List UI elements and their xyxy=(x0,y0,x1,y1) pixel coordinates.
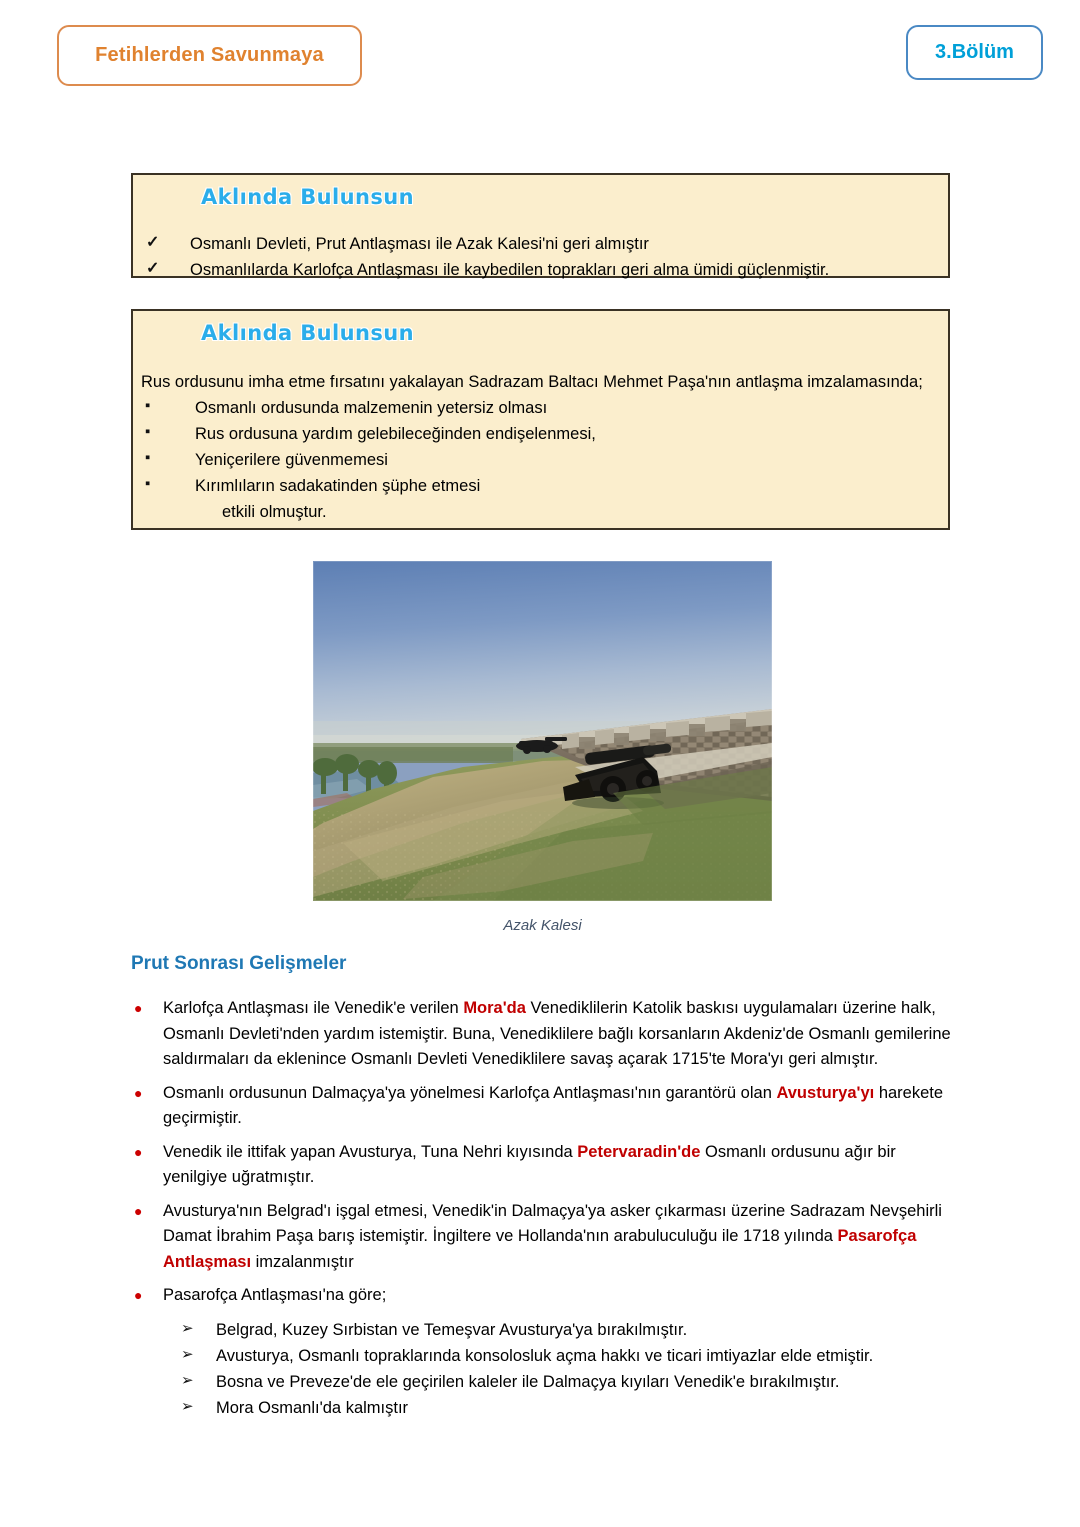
highlighted-term: Petervaradin'de xyxy=(577,1142,701,1161)
highlighted-term: Mora'da xyxy=(463,999,526,1017)
list-item: ➢ Mora Osmanlı'da kalmıştır xyxy=(163,1395,956,1421)
azak-fortress-photo xyxy=(313,561,772,901)
developments-list xyxy=(131,996,956,1429)
note-box-2-title: Aklında Bulunsun xyxy=(201,321,414,345)
list-item: ● Avusturya'nın Belgrad'ı işgal etmesi, Venedik'in Dalmaçya'ya asker çıkarması üzerine Sadrazam Nevşehirli Damat İbrahim Paşa barış istemiştir. İngiltere ve Hollanda'nın arabuluculuğu ile 1718 yılında Pasarofça Antlaşması imzalanmıştır xyxy=(131,1199,956,1276)
page-title: Prut Sonrası Gelişmeler xyxy=(131,953,347,974)
list-item: ● Karlofça Antlaşması ile Venedik'e verilen Mora'da Venediklilerin Katolik baskısı uygulamaları üzerine halk, Osmanlı Devleti'nden yardım istemiştir. Buna, Venediklilere bağlı korsanların Akdeniz'de Osmanlı gemilerine saldırmaları da eklenince Osmanlı Devleti Venediklilere savaş açarak 1715'te Mora'yı geri almıştır. xyxy=(131,996,956,1073)
list-item: ✓ Osmanlılarda Karlofça Antlaşması ile kaybedilen toprakları geri alma ümidi güçlenmiştir. xyxy=(133,257,948,283)
list-item: ▪ Osmanlı ordusunda malzemenin yetersiz olması xyxy=(133,395,948,421)
note-box-remember-1 xyxy=(131,173,950,278)
note-box-remember-2 xyxy=(131,309,950,530)
note-box-1-title: Aklında Bulunsun xyxy=(201,185,414,209)
list-item: ▪ Yeniçerilere güvenmemesi xyxy=(133,447,948,473)
note-box-2-lead: Rus ordusunu imha etme fırsatını yakalayan Sadrazam Baltacı Mehmet Paşa'nın antlaşma imzalamasında; xyxy=(141,373,923,391)
figure-caption: Azak Kalesi xyxy=(503,917,582,934)
unit-title-label: Fetihlerden Savunmaya xyxy=(95,44,324,66)
page-header xyxy=(0,0,1080,110)
list-item: ▪ Kırımlıların sadakatinden şüphe etmesi xyxy=(133,473,948,499)
list-item: ✓ Osmanlı Devleti, Prut Antlaşması ile Azak Kalesi'ni geri almıştır xyxy=(133,231,948,257)
list-item: ➢ Belgrad, Kuzey Sırbistan ve Temeşvar Avusturya'ya bırakılmıştır. xyxy=(163,1317,956,1343)
list-item: ● Venedik ile ittifak yapan Avusturya, Tuna Nehri kıyısında Petervaradin'de Osmanlı ordusunu ağır bir yenilgiye uğratmıştır. xyxy=(131,1140,956,1191)
list-item: ▪ Rus ordusuna yardım gelebileceğinden endişelenmesi, xyxy=(133,421,948,447)
fortress-illustration xyxy=(313,561,772,901)
chapter-number-label: 3.Bölüm xyxy=(935,41,1014,63)
chapter-number-chip xyxy=(906,25,1043,80)
list-item: ➢ Bosna ve Preveze'de ele geçirilen kaleler ile Dalmaçya kıyıları Venedik'e bırakılmıştır. xyxy=(163,1369,956,1395)
unit-title-chip xyxy=(57,25,362,86)
highlighted-term: Pasarofça Antlaşması xyxy=(163,1227,917,1271)
list-item: ● Pasarofça Antlaşması'na göre; xyxy=(131,1283,956,1309)
list-item: ● Osmanlı ordusunun Dalmaçya'ya yönelmesi Karlofça Antlaşması'nın garantörü olan Avusturya'yı harekete geçirmiştir. xyxy=(131,1081,956,1132)
sub-list-container xyxy=(131,1317,956,1421)
note-box-1-list xyxy=(133,231,948,283)
highlighted-term: Avusturya'yı xyxy=(776,1083,875,1102)
list-item: ➢ Avusturya, Osmanlı topraklarında konsolosluk açma hakkı ve ticari imtiyazlar elde etmiştir. xyxy=(163,1343,956,1369)
pasarofca-terms-list xyxy=(163,1317,956,1421)
note-box-2-list xyxy=(133,395,948,499)
note-box-2-tail: etkili olmuştur. xyxy=(222,503,327,521)
